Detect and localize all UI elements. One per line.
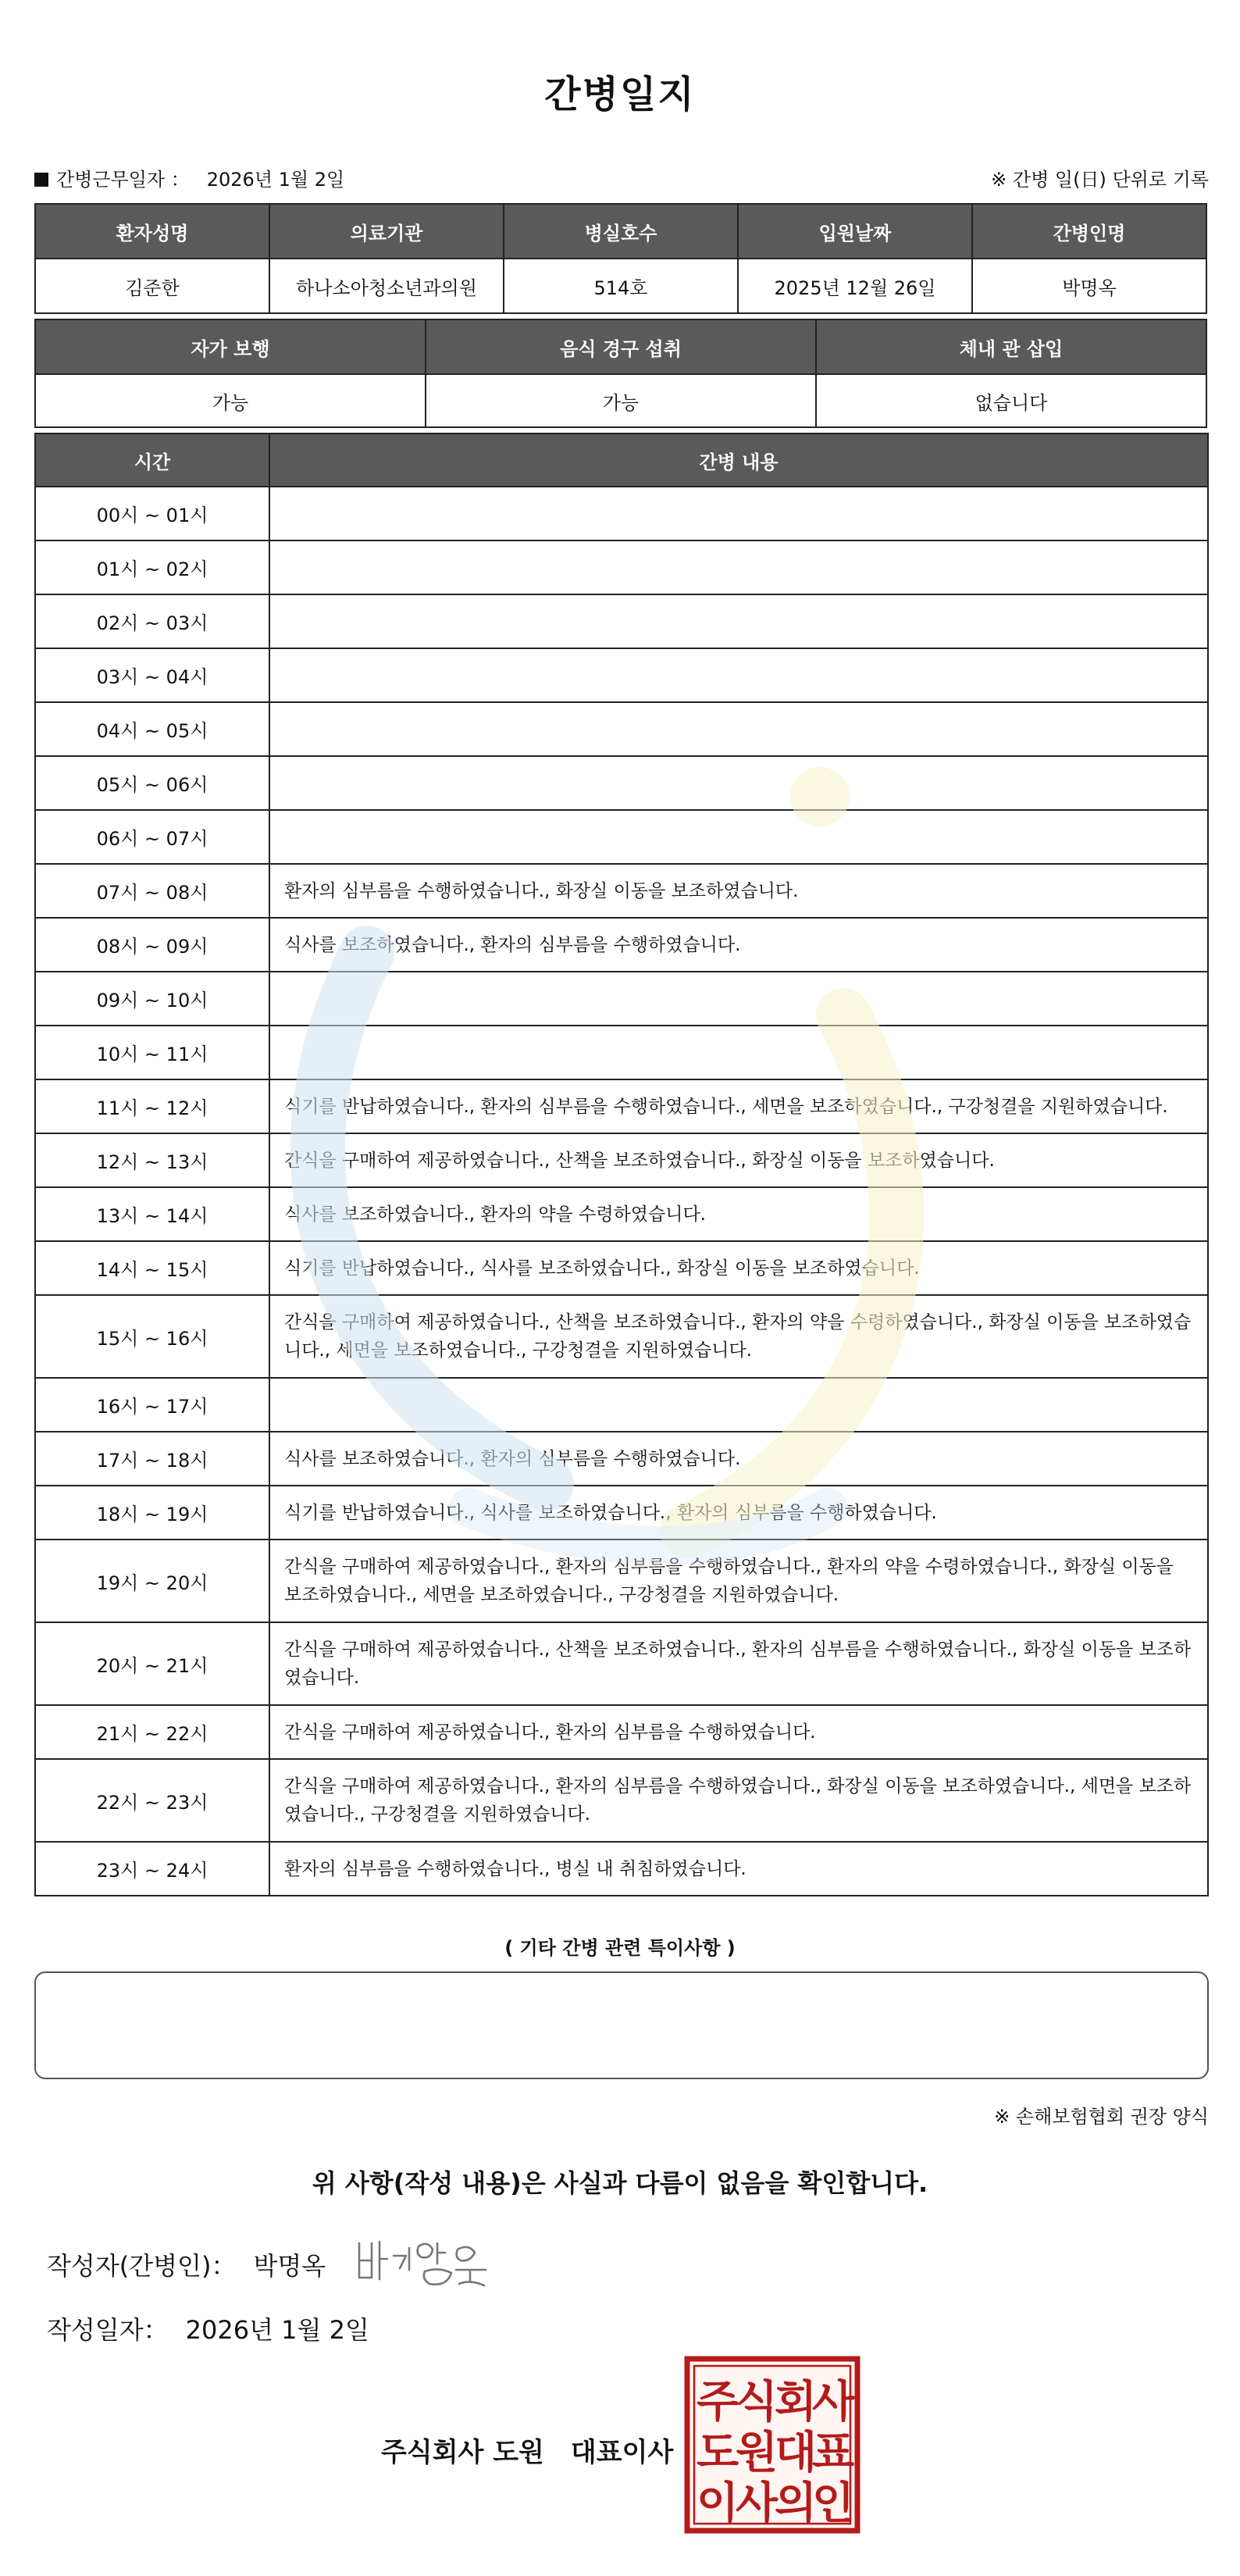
header-self-walking: 자가 보행 — [35, 319, 426, 374]
table-row — [35, 541, 1208, 594]
care-content: 식사를 보조하였습니다., 환자의 심부름을 수행하였습니다. — [269, 918, 1208, 972]
log-header-row — [35, 433, 1208, 487]
square-bullet-icon — [34, 173, 48, 187]
time-slot: 03시 ~ 04시 — [35, 648, 269, 702]
care-content — [269, 487, 1208, 541]
company-seal-stamp — [684, 2356, 861, 2534]
time-slot: 01시 ~ 02시 — [35, 541, 269, 594]
table-row — [35, 1295, 1208, 1378]
table-row — [35, 1026, 1208, 1079]
header-admission-date: 입원날짜 — [738, 204, 972, 259]
table-row — [35, 1432, 1208, 1486]
care-content — [269, 756, 1208, 810]
time-slot: 09시 ~ 10시 — [35, 972, 269, 1026]
time-slot: 06시 ~ 07시 — [35, 810, 269, 864]
svg-text:인: 인 — [811, 2478, 855, 2529]
work-date-line — [34, 164, 344, 191]
care-content: 간식을 구매하여 제공하였습니다., 산책을 보조하였습니다., 화장실 이동을 보조하였습니다. — [269, 1133, 1208, 1187]
company-line — [381, 2431, 673, 2469]
time-slot: 23시 ~ 24시 — [35, 1842, 269, 1896]
table-row — [35, 810, 1208, 864]
writer-label: 작성자(간병인)： — [47, 2251, 237, 2281]
table-row — [35, 1705, 1208, 1759]
care-content — [269, 594, 1208, 648]
svg-text:원: 원 — [735, 2428, 779, 2478]
care-content: 환자의 심부름을 수행하였습니다., 화장실 이동을 보조하였습니다. — [269, 864, 1208, 918]
care-content: 식기를 반납하였습니다., 식사를 보조하였습니다., 환자의 심부름을 수행하였습니다. — [269, 1486, 1208, 1540]
table-row — [35, 1759, 1208, 1842]
table-row — [35, 487, 1208, 541]
care-content: 식기를 반납하였습니다., 식사를 보조하였습니다., 화장실 이동을 보조하였습니다. — [269, 1241, 1208, 1295]
table-row — [35, 1079, 1208, 1133]
tube-insertion-value: 없습니다 — [816, 374, 1206, 427]
patient-info-table — [34, 203, 1207, 314]
time-slot: 04시 ~ 05시 — [35, 702, 269, 756]
written-date-line — [47, 2310, 369, 2346]
svg-text:이: 이 — [696, 2478, 739, 2529]
header-tube-insertion: 체내 관 삽입 — [816, 319, 1206, 374]
patient-info-value-row — [35, 259, 1206, 313]
header-care-content: 간병 내용 — [269, 433, 1208, 487]
svg-text:사: 사 — [811, 2377, 855, 2428]
care-content — [269, 810, 1208, 864]
written-date-value: 2026년 1월 2일 — [185, 2315, 369, 2345]
form-note: ※ 손해보험협회 권장 양식 — [994, 2106, 1209, 2128]
header-caregiver-name: 간병인명 — [972, 204, 1206, 259]
header-oral-intake: 음식 경구 섭취 — [426, 319, 816, 374]
care-content — [269, 972, 1208, 1026]
svg-text:표: 표 — [811, 2428, 855, 2478]
hourly-care-log-table — [34, 433, 1209, 1896]
hospital-name: 하나소아청소년과의원 — [269, 259, 504, 313]
work-date-label: 간병근무일자 ： — [56, 169, 190, 191]
patient-info-header-row — [35, 204, 1206, 259]
care-content: 환자의 심부름을 수행하였습니다., 병실 내 취침하였습니다. — [269, 1842, 1208, 1896]
care-content — [269, 648, 1208, 702]
table-row — [35, 864, 1208, 918]
table-row — [35, 1241, 1208, 1295]
time-slot: 21시 ~ 22시 — [35, 1705, 269, 1759]
care-content: 간식을 구매하여 제공하였습니다., 환자의 심부름을 수행하였습니다. — [269, 1705, 1208, 1759]
header-hospital: 의료기관 — [269, 204, 504, 259]
time-slot: 12시 ~ 13시 — [35, 1133, 269, 1187]
table-row — [35, 756, 1208, 810]
time-slot: 16시 ~ 17시 — [35, 1378, 269, 1432]
care-content: 식사를 보조하였습니다., 환자의 심부름을 수행하였습니다. — [269, 1432, 1208, 1486]
handwritten-signature — [353, 2232, 501, 2295]
time-slot: 02시 ~ 03시 — [35, 594, 269, 648]
time-slot: 10시 ~ 11시 — [35, 1026, 269, 1079]
company-rep-title: 대표이사 — [570, 2437, 674, 2468]
confirmation-statement: 위 사항(작성 내용)은 사실과 다름이 없음을 확인합니다. — [312, 2168, 928, 2198]
room-number: 514호 — [504, 259, 738, 313]
time-slot: 22시 ~ 23시 — [35, 1759, 269, 1842]
care-content: 간식을 구매하여 제공하였습니다., 산책을 보조하였습니다., 환자의 약을 수령하였습니다., 화장실 이동을 보조하였습니다., 세면을 보조하였습니다., 구강청결을 지원하였습니다. — [269, 1295, 1208, 1378]
time-slot: 07시 ~ 08시 — [35, 864, 269, 918]
admission-date: 2025년 12월 26일 — [738, 259, 972, 313]
page-title: 간병일지 — [544, 73, 696, 116]
care-content: 간식을 구매하여 제공하였습니다., 산책을 보조하였습니다., 환자의 심부름을 수행하였습니다., 화장실 이동을 보조하였습니다. — [269, 1622, 1208, 1705]
time-slot: 08시 ~ 09시 — [35, 918, 269, 972]
table-row — [35, 1378, 1208, 1432]
svg-text:도: 도 — [696, 2428, 739, 2478]
care-content — [269, 1378, 1208, 1432]
table-row — [35, 972, 1208, 1026]
self-walking-value: 가능 — [35, 374, 426, 427]
time-slot: 20시 ~ 21시 — [35, 1622, 269, 1705]
table-row — [35, 648, 1208, 702]
table-row — [35, 594, 1208, 648]
time-slot: 11시 ~ 12시 — [35, 1079, 269, 1133]
care-content — [269, 702, 1208, 756]
care-content: 간식을 구매하여 제공하였습니다., 환자의 심부름을 수행하였습니다., 화장실 이동을 보조하였습니다., 세면을 보조하였습니다., 구강청결을 지원하였습니다. — [269, 1759, 1208, 1842]
time-slot: 14시 ~ 15시 — [35, 1241, 269, 1295]
time-slot: 00시 ~ 01시 — [35, 487, 269, 541]
care-content: 식기를 반납하였습니다., 환자의 심부름을 수행하였습니다., 세면을 보조하였습니다., 구강청결을 지원하였습니다. — [269, 1079, 1208, 1133]
company-name: 주식회사 도원 — [381, 2437, 544, 2468]
patient-name: 김준한 — [35, 259, 269, 313]
time-slot: 17시 ~ 18시 — [35, 1432, 269, 1486]
time-slot: 19시 ~ 20시 — [35, 1540, 269, 1622]
table-row — [35, 1842, 1208, 1896]
time-slot: 05시 ~ 06시 — [35, 756, 269, 810]
table-row — [35, 1133, 1208, 1187]
table-row — [35, 1622, 1208, 1705]
remarks-title: ( 기타 간병 관련 특이사항 ) — [504, 1937, 736, 1959]
header-room-number: 병실호수 — [504, 204, 738, 259]
status-value-row — [35, 374, 1206, 427]
care-content — [269, 541, 1208, 594]
caregiver-name: 박명옥 — [972, 259, 1206, 313]
remarks-box — [34, 1971, 1209, 2079]
svg-text:주: 주 — [696, 2377, 739, 2428]
time-slot: 15시 ~ 16시 — [35, 1295, 269, 1378]
writer-name: 박명옥 — [253, 2251, 326, 2281]
time-slot: 18시 ~ 19시 — [35, 1486, 269, 1540]
care-content — [269, 1026, 1208, 1079]
svg-text:대: 대 — [774, 2428, 818, 2478]
patient-status-table — [34, 319, 1207, 428]
header-time: 시간 — [35, 433, 269, 487]
unit-note: ※ 간병 일(日) 단위로 기록 — [991, 169, 1209, 191]
table-row — [35, 702, 1208, 756]
svg-text:사: 사 — [735, 2478, 779, 2529]
status-header-row — [35, 319, 1206, 374]
table-row — [35, 918, 1208, 972]
svg-text:회: 회 — [774, 2377, 818, 2428]
written-date-label: 작성일자： — [47, 2315, 169, 2345]
header-patient-name: 환자성명 — [35, 204, 269, 259]
time-slot: 13시 ~ 14시 — [35, 1187, 269, 1241]
table-row — [35, 1540, 1208, 1622]
table-row — [35, 1187, 1208, 1241]
table-row — [35, 1486, 1208, 1540]
oral-intake-value: 가능 — [426, 374, 816, 427]
svg-text:식: 식 — [735, 2377, 779, 2428]
svg-text:의: 의 — [774, 2478, 818, 2529]
care-content: 식사를 보조하였습니다., 환자의 약을 수령하였습니다. — [269, 1187, 1208, 1241]
writer-line — [47, 2246, 326, 2282]
work-date-value: 2026년 1월 2일 — [206, 169, 345, 191]
care-content: 간식을 구매하여 제공하였습니다., 환자의 심부름을 수행하였습니다., 환자의 약을 수령하였습니다., 화장실 이동을 보조하였습니다., 세면을 보조하였습니다., 구강청결을 지원하였습니다. — [269, 1540, 1208, 1622]
